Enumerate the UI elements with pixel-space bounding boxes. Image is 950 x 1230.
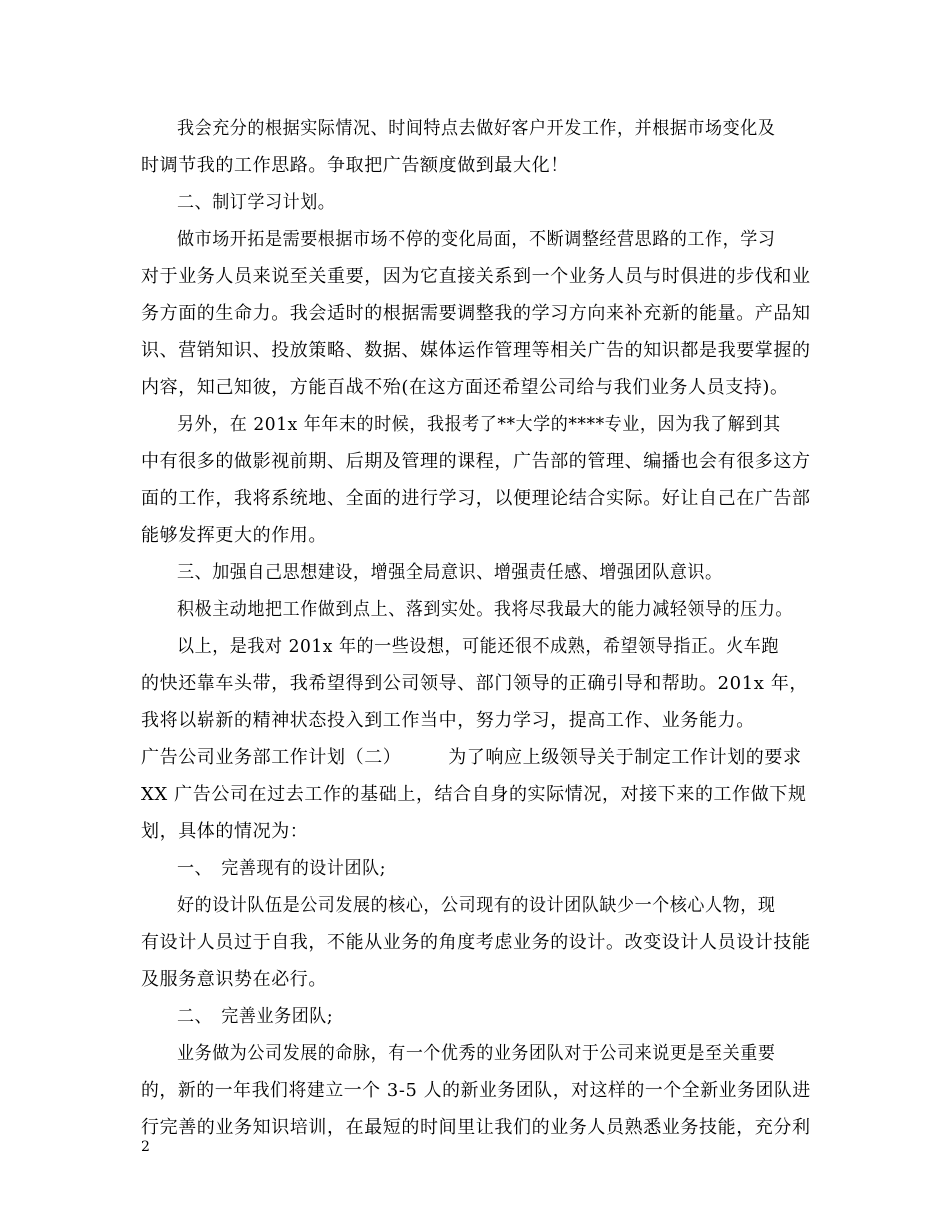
section-heading: 二、 完善业务团队; <box>177 1006 334 1027</box>
text-line: 做市场开拓是需要根据市场不停的变化局面，不断调整经营思路的工作，学习 <box>177 229 776 250</box>
text-line: 内容，知己知彼，方能百战不殆(在这方面还希望公司给与我们业务人员支持)。 <box>141 377 789 398</box>
text-line: 我会充分的根据实际情况、时间特点去做好客户开发工作，并根据市场变化及 <box>177 118 776 139</box>
page-number: 2 <box>141 1139 150 1155</box>
section-heading: 二、制订学习计划。 <box>177 192 336 213</box>
text-line: 另外，在 201x 年年末的时候，我报考了**大学的****专业，因为我了解到其 <box>177 414 781 435</box>
text-line: 面的工作，我将系统地、全面的进行学习，以便理论结合实际。好让自己在广告部 <box>141 488 811 509</box>
text-line: 对于业务人员来说至关重要，因为它直接关系到一个业务人员与时俱进的步伐和业 <box>141 266 811 287</box>
text-line: 务方面的生命力。我会适时的根据需要调整我的学习方向来补充新的能量。产品知 <box>141 303 811 324</box>
text-line: 能够发挥更大的作用。 <box>141 525 327 546</box>
text-line: 业务做为公司发展的命脉，有一个优秀的业务团队对于公司来说更是至关重要 <box>177 1043 776 1064</box>
document-title-line: 广告公司业务部工作计划（二） 为了响应上级领导关于制定工作计划的要求 <box>141 747 802 768</box>
text-line: 我将以崭新的精神状态投入到工作当中，努力学习，提高工作、业务能力。 <box>141 710 755 731</box>
text-line: 中有很多的做影视前期、后期及管理的课程，广告部的管理、编播也会有很多这方 <box>141 451 811 472</box>
text-line: 的快还靠车头带，我希望得到公司领导、部门领导的正确引导和帮助。201x 年， <box>141 673 809 694</box>
text-line: XX 广告公司在过去工作的基础上，结合自身的实际情况，对接下来的工作做下规 <box>141 784 807 805</box>
text-line: 积极主动地把工作做到点上、落到实处。我将尽我最大的能力减轻领导的压力。 <box>177 599 794 620</box>
section-heading: 三、加强自己思想建设，增强全局意识、增强责任感、增强团队意识。 <box>177 562 723 583</box>
text-line: 行完善的业务知识培训，在最短的时间里让我们的业务人员熟悉业务技能，充分利 <box>141 1117 811 1138</box>
text-line: 有设计人员过于自我，不能从业务的角度考虑业务的设计。改变设计人员设计技能 <box>141 932 811 953</box>
text-line: 划，具体的情况为： <box>141 821 309 842</box>
text-line: 以上，是我对 201x 年的一些设想，可能还很不成熟，希望领导指正。火车跑 <box>177 636 779 657</box>
text-line: 的，新的一年我们将建立一个 3-5 人的新业务团队，对这样的一个全新业务团队进 <box>141 1080 811 1101</box>
text-line: 好的设计队伍是公司发展的核心，公司现有的设计团队缺少一个核心人物，现 <box>177 895 776 916</box>
section-heading: 一、 完善现有的设计团队; <box>177 858 387 879</box>
text-line: 时调节我的工作思路。争取把广告额度做到最大化！ <box>141 155 569 176</box>
text-line: 及服务意识势在必行。 <box>141 969 327 990</box>
text-line: 识、营销知识、投放策略、数据、媒体运作管理等相关广告的知识都是我要掌握的 <box>141 340 811 361</box>
